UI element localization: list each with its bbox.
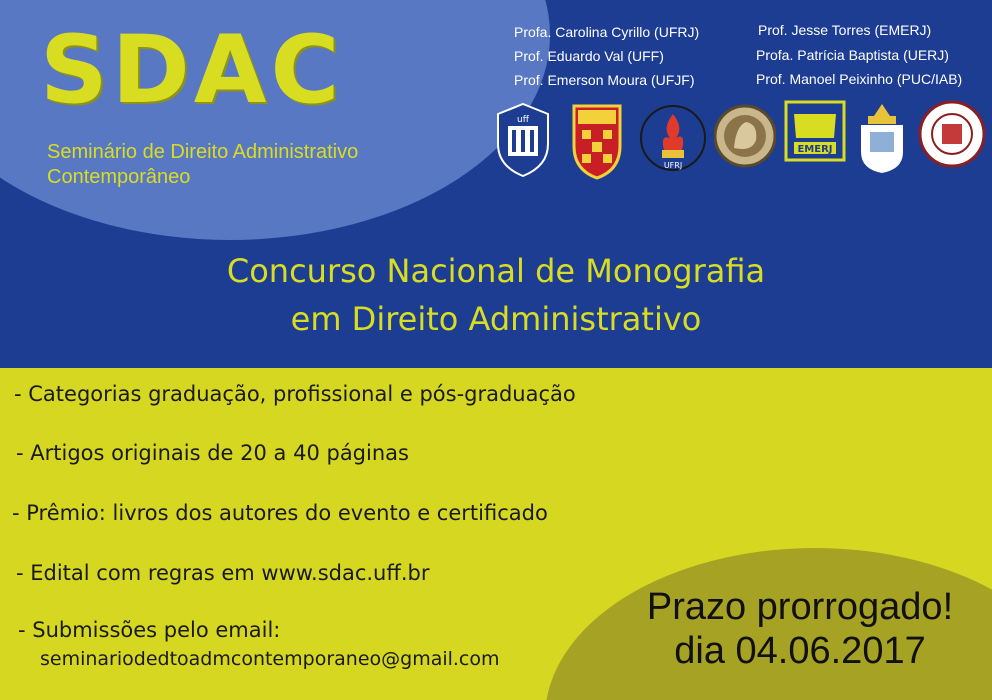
uff-seal-icon — [492, 100, 554, 178]
bullet-rules-site: - Edital com regras em www.sdac.uff.br — [16, 561, 430, 585]
deadline-extended: Prazo prorrogado! — [646, 586, 954, 628]
contest-title-line1: Concurso Nacional de Monografia — [226, 252, 766, 290]
uerj-seal-icon — [714, 100, 776, 170]
submission-email[interactable]: seminariodedtoadmcontemporaneo@gmail.com — [40, 648, 500, 670]
seal-label: UFRJ — [663, 161, 683, 170]
professor-right-3: Prof. Manoel Peixinho (PUC/IAB) — [756, 71, 963, 87]
logo-subtitle-line2: Contemporâneo — [47, 166, 191, 188]
sdac-logo: SDAC — [40, 16, 344, 125]
bullet-categories: - Categorias graduação, profissional e pós-graduação — [14, 382, 576, 406]
ufrj-seal-icon — [640, 100, 706, 176]
professor-left-3: Prof. Emerson Moura (UFJF) — [514, 72, 695, 88]
deadline-date: dia 04.06.2017 — [674, 630, 926, 672]
bullet-article-length: - Artigos originais de 20 a 40 páginas — [16, 441, 409, 465]
bullet-submissions: - Submissões pelo email: — [18, 618, 281, 642]
seal-label: EMERJ — [797, 144, 833, 155]
puc-seal-icon — [854, 100, 910, 176]
professor-left-1: Profa. Carolina Cyrillo (UFRJ) — [514, 24, 700, 40]
seal-label: uff — [517, 115, 529, 125]
emerj-seal-icon — [784, 100, 846, 162]
iab-seal-icon — [918, 100, 986, 168]
logo-subtitle-line1: Seminário de Direito Administrativo — [47, 141, 359, 163]
ufjf-seal-icon — [568, 100, 626, 180]
bullet-prize: - Prêmio: livros dos autores do evento e certificado — [12, 501, 548, 525]
institution-seals — [490, 100, 990, 180]
contest-title-line2: em Direito Administrativo — [290, 300, 702, 338]
professor-right-1: Prof. Jesse Torres (EMERJ) — [758, 22, 932, 38]
professor-right-2: Profa. Patrícia Baptista (UERJ) — [756, 47, 949, 63]
professor-left-2: Prof. Eduardo Val (UFF) — [514, 48, 664, 64]
